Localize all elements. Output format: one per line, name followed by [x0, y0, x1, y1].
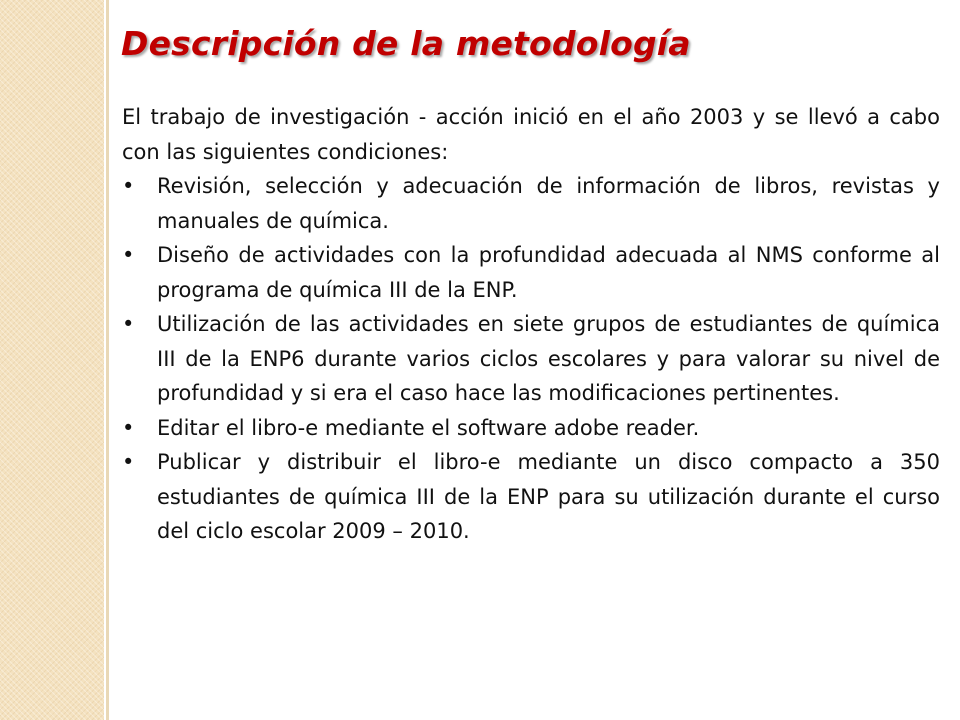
slide-title: Descripción de la metodología [121, 24, 691, 63]
bullet-item [122, 169, 940, 238]
slide-content [122, 100, 940, 549]
intro-paragraph: El trabajo de investigación - acción inició en el año 2003 y se llevó a cabo con las siguientes condiciones: [122, 105, 940, 164]
bullet-item [122, 445, 940, 549]
bullet-dot-icon: • [122, 174, 135, 198]
bullet-item [122, 411, 940, 446]
bullet-text: Publicar y distribuir el libro-e mediante un disco compacto a 350 estudiantes de química III de la ENP para su utilización durante el curso del ciclo escolar 2009 – 2010. [157, 450, 940, 543]
bullet-text: Diseño de actividades con la profundidad adecuada al NMS conforme al programa de química III de la ENP. [157, 243, 940, 302]
bullet-text: Revisión, selección y adecuación de información de libros, revistas y manuales de química. [157, 174, 940, 233]
bullet-dot-icon: • [122, 415, 135, 440]
decorative-divider [106, 0, 109, 720]
bullet-item [122, 238, 940, 307]
bullet-dot-icon: • [122, 450, 135, 474]
bullet-dot-icon: • [122, 243, 135, 267]
decorative-side-band [0, 0, 104, 720]
bullet-dot-icon: • [122, 312, 135, 336]
bullet-list [122, 169, 940, 549]
bullet-text: Editar el libro-e mediante el software adobe reader. [157, 415, 700, 440]
bullet-item [122, 307, 940, 411]
bullet-text: Utilización de las actividades en siete grupos de estudiantes de química III de la ENP6 durante varios ciclos escolares y para valorar su nivel de profundidad y si era el caso hace las modificaciones pertinentes. [157, 312, 940, 405]
